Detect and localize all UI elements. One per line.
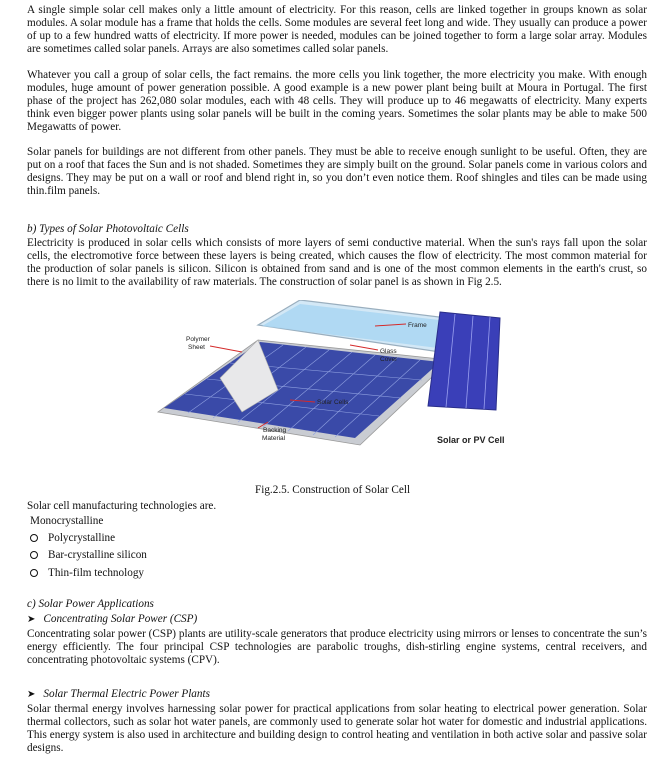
heading-solar-power-applications: c) Solar Power Applications: [27, 598, 154, 610]
tech-item: Bar-crystalline silicon: [30, 549, 147, 562]
bullet-icon: [30, 551, 38, 559]
paragraph-solar-thermal: Solar thermal energy involves harnessing solar power for practical applications from solar heating to electrical power generation. Solar thermal collectors, such as solar hot water panels, are commonly used to generate solar hot water for domestic and industrial applications. This energy system is also used in architecture and building design to control heating and ventilation in both active solar and passive solar designs.: [27, 703, 647, 754]
paragraph-electricity-production: Electricity is produced in solar cells which consists of more layers of semi conductive material. When the sun's rays fall upon the solar cells, the electromotive force between these layers is being created, which causes the flow of electricity. The most common material for the production of solar panels is silicon. Silicon is obtained from sand and is one of the most common elements in the earth's crust, so there is no limit to the availability of raw materials. The construction of solar panel is as shown in Fig 2.5.: [27, 237, 647, 288]
arrow-bullet-icon: ➤: [27, 614, 36, 625]
paragraph-solar-modules: A single simple solar cell makes only a little amount of electricity. For this reason, cells are linked together in groups known as solar modules. A solar module has a frame that holds the cells. Some modules are several feet long and wide. They usually can produce a power of up to a few hundred watts of electricity. If more power is needed, modules can be joined together to form a large solar array. Modules are sometimes called solar panels. Arrays are also sometimes called solar panels.: [27, 4, 647, 55]
label-backing-2: Material: [262, 435, 286, 442]
label-pv-cell: Solar or PV Cell: [437, 435, 505, 445]
label-solar-cells: Solar Cells: [317, 399, 349, 406]
arrow-bullet-icon: ➤: [27, 689, 36, 700]
paragraph-building-panels: Solar panels for buildings are not different from other panels. They must be able to receive enough sunlight to be useful. Often, they are put on a roof that faces the Sun and is not shaded. Sometimes they are simply built on the ground. Solar panels come in various colors and designs. They may be put on a wall or roof and blend right in, so you don’t even notice them. Roof shingles and tiles can be made using thin.film panels.: [27, 146, 647, 197]
paragraph-power-plants: Whatever you call a group of solar cells, the fact remains. the more cells you link together, the more electricity you make. With enough modules, huge amount of power generation possible. A good example is a new power plant being built at Moura in Portugal. The first phase of the project has 262,080 solar modules, each with 48 cells. They will produce up to 46 megawatts of electricity. Many experts think even bigger power plants using solar panels will be built in the coming years. Sometimes the solar plants may be able to make 500 Megawatts of power.: [27, 69, 647, 133]
label-polymer-2: Sheet: [188, 344, 205, 351]
label-polymer-1: Polymer: [186, 336, 210, 343]
paragraph-csp: Concentrating solar power (CSP) plants are utility-scale generators that produce electricity using mirrors or lenses to concentrate the sun’s energy efficiently. The four principal CSP technologies are parabolic troughs, dish-stirling engine systems, central receivers, and concentrating photovoltaic systems (CPV).: [27, 628, 647, 666]
label-glass-1: Glass: [380, 348, 397, 355]
bullet-icon: [30, 534, 38, 542]
label-backing-1: Backing: [263, 427, 287, 434]
heading-solar-thermal: ➤ Solar Thermal Electric Power Plants: [27, 688, 210, 700]
figure-caption: Fig.2.5. Construction of Solar Cell: [255, 484, 411, 496]
label-frame: Frame: [408, 322, 427, 329]
tech-item-monocrystalline: Monocrystalline: [30, 515, 104, 527]
label-glass-2: Cover: [380, 356, 398, 363]
heading-csp: ➤ Concentrating Solar Power (CSP): [27, 613, 198, 625]
tech-item: Thin-film technology: [30, 567, 144, 580]
heading-types-of-cells: b) Types of Solar Photovoltaic Cells: [27, 223, 189, 235]
solar-cell-construction-figure: [150, 300, 530, 470]
bullet-icon: [30, 569, 38, 577]
paragraph-manufacturing: Solar cell manufacturing technologies are.: [27, 500, 217, 512]
tech-item: Polycrystalline: [30, 532, 115, 545]
